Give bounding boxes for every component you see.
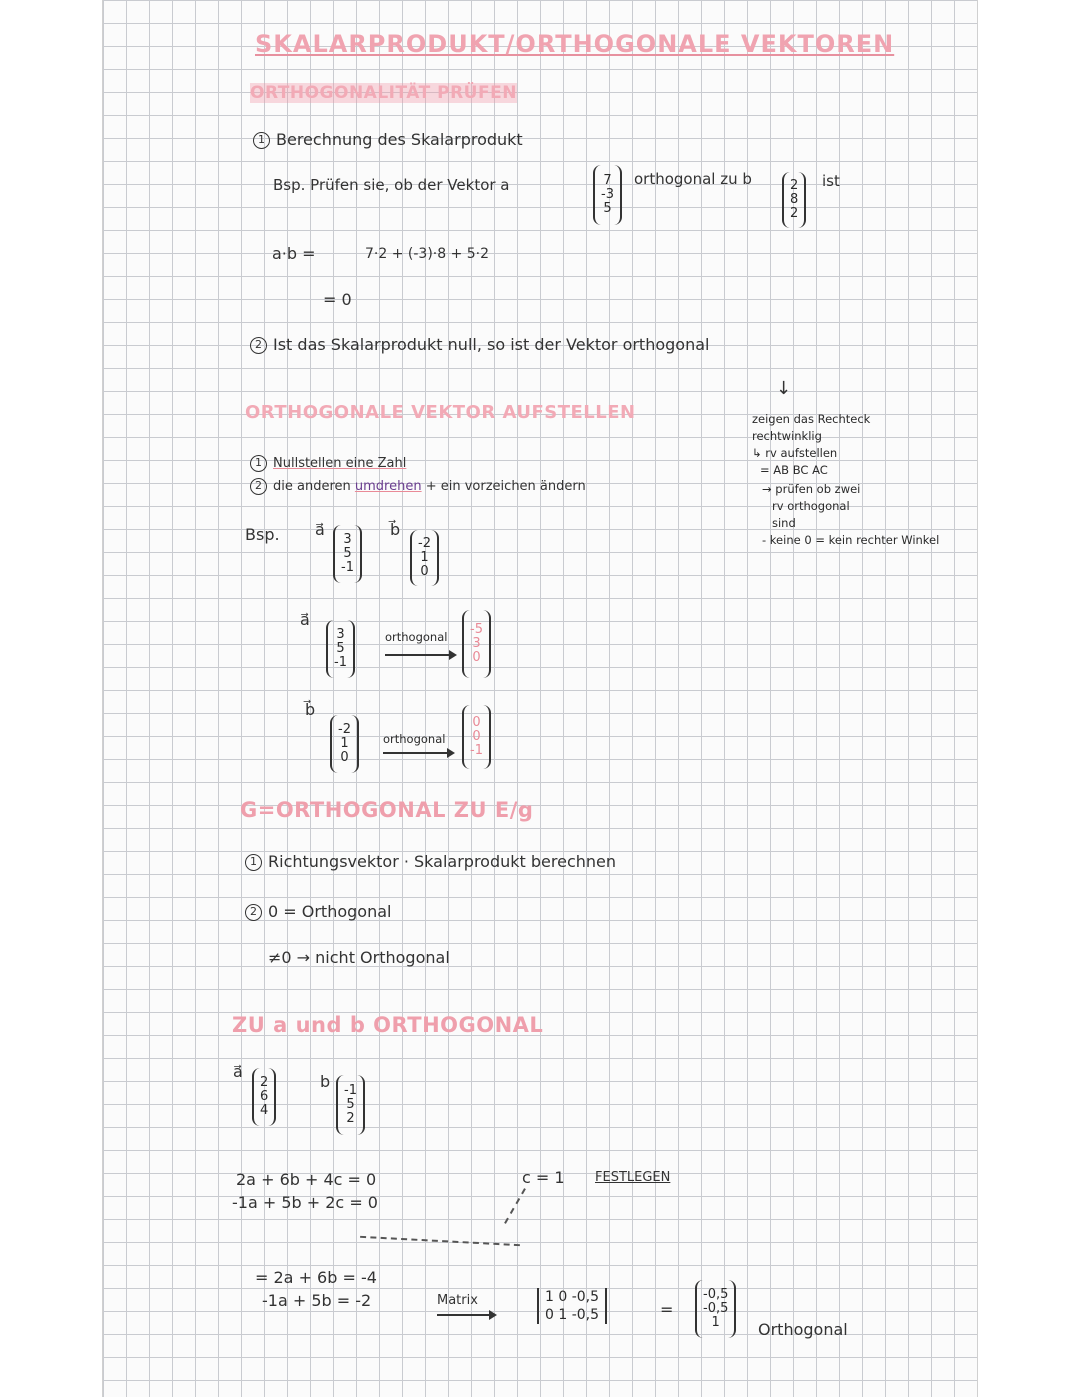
section-title-check: ORTHOGONALITÄT PRÜFEN: [250, 83, 517, 103]
example-pre: Bsp. Prüfen sie, ob der Vektor a: [273, 176, 510, 194]
example-mid: orthogonal zu b: [634, 170, 752, 188]
equation-4: -1a + 5b = -2: [262, 1291, 372, 1310]
vector-entry: 7: [603, 173, 612, 188]
vector-entry: 5: [346, 1097, 355, 1112]
vector-entry: 6: [260, 1089, 269, 1104]
vec-a-label: a⃗: [315, 520, 325, 539]
vec-b-label: b: [320, 1072, 331, 1091]
result-orthogonal: Orthogonal: [758, 1320, 848, 1339]
vector-entry: -1: [341, 560, 354, 575]
step-number-icon: 1: [250, 455, 267, 472]
side-note-line: - keine 0 = kein rechter Winkel: [762, 533, 940, 547]
side-note-line: rechtwinklig: [752, 429, 822, 443]
step-number-icon: 1: [245, 854, 262, 871]
vector-a-build: [333, 525, 362, 583]
section-title-g: G=ORTHOGONAL ZU E/g: [240, 798, 534, 822]
vector-entry: 5: [343, 546, 352, 561]
step-number-icon: 2: [250, 337, 267, 354]
equation-3: = 2a + 6b = -4: [255, 1268, 377, 1287]
vector-a-check: [593, 165, 622, 225]
notebook-page: [102, 0, 978, 1397]
side-note-line: ↳ rv aufstellen: [752, 446, 838, 460]
rule-2-post: + ein vorzeichen ändern: [425, 479, 586, 494]
vector-entry: 2: [346, 1111, 355, 1126]
vec-b-label: b⃗: [305, 700, 316, 719]
vector-entry: 1: [340, 736, 349, 751]
step-2: [250, 335, 709, 354]
example-post: ist: [822, 172, 840, 190]
rule-2-highlight: umdrehen: [354, 479, 422, 494]
side-note-line: rv orthogonal: [772, 499, 850, 513]
vector-entry: 3: [472, 636, 481, 651]
section-title-build: ORTHOGONALE VEKTOR AUFSTELLEN: [245, 402, 636, 423]
vector-b-zu: [336, 1075, 365, 1135]
step-number-icon: 2: [250, 478, 267, 495]
g-line-3: ≠0 → nicht Orthogonal: [268, 948, 450, 967]
arrow-label: orthogonal: [383, 732, 446, 746]
equation-1: 2a + 6b + 4c = 0: [236, 1170, 377, 1189]
matrix-label: Matrix: [437, 1293, 478, 1308]
vector-entry: 0: [340, 750, 349, 765]
vector-entry: 1: [711, 1315, 720, 1330]
vector-entry: 2: [790, 206, 799, 221]
vector-entry: 1: [420, 550, 429, 565]
vector-entry: 3: [336, 627, 345, 642]
main-title: SKALARPRODUKT/ORTHOGONALE VEKTOREN: [255, 30, 895, 58]
rule-1-text: Nullstellen eine Zahl: [273, 456, 407, 471]
vector-entry: -3: [601, 187, 614, 202]
vector-entry: 8: [790, 192, 799, 207]
matrix-row: 0 1 -0,5: [545, 1307, 600, 1323]
step-1: [253, 130, 523, 149]
vector-a-orthogonal: [462, 610, 491, 678]
vector-b-check: [782, 172, 806, 228]
vec-a-label: a⃗: [300, 610, 310, 629]
right-arrow-icon: [437, 1314, 495, 1316]
vector-entry: -0,5: [703, 1301, 729, 1316]
equation-2: -1a + 5b + 2c = 0: [232, 1193, 378, 1212]
vector-entry: -2: [418, 536, 431, 551]
vector-entry: 0: [472, 650, 481, 665]
result-vector: [695, 1280, 736, 1338]
vector-entry: -2: [338, 722, 351, 737]
build-rule-2: [250, 478, 586, 495]
down-arrow-icon: ↓: [776, 378, 792, 399]
c-fixed: c = 1: [522, 1168, 565, 1187]
side-note-line: sind: [772, 516, 796, 530]
rule-2-pre: die anderen: [273, 479, 351, 494]
build-rule-1: [250, 455, 406, 472]
vec-a-label: a⃗: [233, 1062, 243, 1081]
calc-result: = 0: [323, 290, 352, 309]
vec-b-label: b⃗: [390, 520, 401, 539]
right-arrow-icon: [385, 654, 455, 656]
vector-entry: 2: [260, 1075, 269, 1090]
vector-b-build: [410, 530, 439, 586]
g-line-2-text: 0 = Orthogonal: [268, 902, 392, 921]
side-note-line: = AB BC AC: [760, 463, 828, 477]
vector-entry: 5: [603, 201, 612, 216]
vector-a-zu: [252, 1068, 276, 1126]
vector-entry: -1: [344, 1083, 357, 1098]
vector-b-orthogonal: [462, 705, 491, 769]
vector-entry: 0: [472, 715, 481, 730]
calc-lhs: a·b =: [272, 244, 316, 263]
vector-entry: -1: [334, 655, 347, 670]
vector-entry: 4: [260, 1103, 269, 1118]
side-note-line: → prüfen ob zwei: [762, 482, 861, 496]
vector-entry: 3: [343, 532, 352, 547]
matrix-row: 1 0 -0,5: [545, 1289, 600, 1305]
vector-b-source: [330, 715, 359, 773]
bsp-label: Bsp.: [245, 525, 280, 544]
vector-entry: 5: [336, 641, 345, 656]
arrow-label: orthogonal: [385, 630, 448, 644]
step-number-icon: 2: [245, 904, 262, 921]
vector-entry: 0: [420, 564, 429, 579]
side-note-line: zeigen das Rechteck: [752, 412, 871, 426]
g-line-1-text: Richtungsvektor · Skalarprodukt berechnen: [268, 852, 617, 871]
vector-entry: -0,5: [703, 1287, 729, 1302]
right-arrow-icon: [383, 752, 453, 754]
festlegen-label: FESTLEGEN: [595, 1170, 671, 1185]
result-matrix: [537, 1288, 607, 1324]
vector-entry: -5: [470, 622, 483, 637]
calc-rhs: 7·2 + (-3)·8 + 5·2: [365, 246, 490, 262]
step-1-text: Berechnung des Skalarprodukt: [276, 130, 523, 149]
vector-entry: -1: [470, 743, 483, 758]
vector-a-source: [326, 620, 355, 678]
g-line-1: [245, 852, 616, 871]
equals-sign: =: [660, 1300, 674, 1319]
step-2-text: Ist das Skalarprodukt null, so ist der Vektor orthogonal: [273, 335, 710, 354]
g-line-2: [245, 902, 391, 921]
vector-entry: 2: [790, 178, 799, 193]
step-number-icon: 1: [253, 132, 270, 149]
vector-entry: 0: [472, 729, 481, 744]
side-note: [752, 408, 939, 552]
section-title-zu: ZU a und b ORTHOGONAL: [232, 1013, 544, 1037]
